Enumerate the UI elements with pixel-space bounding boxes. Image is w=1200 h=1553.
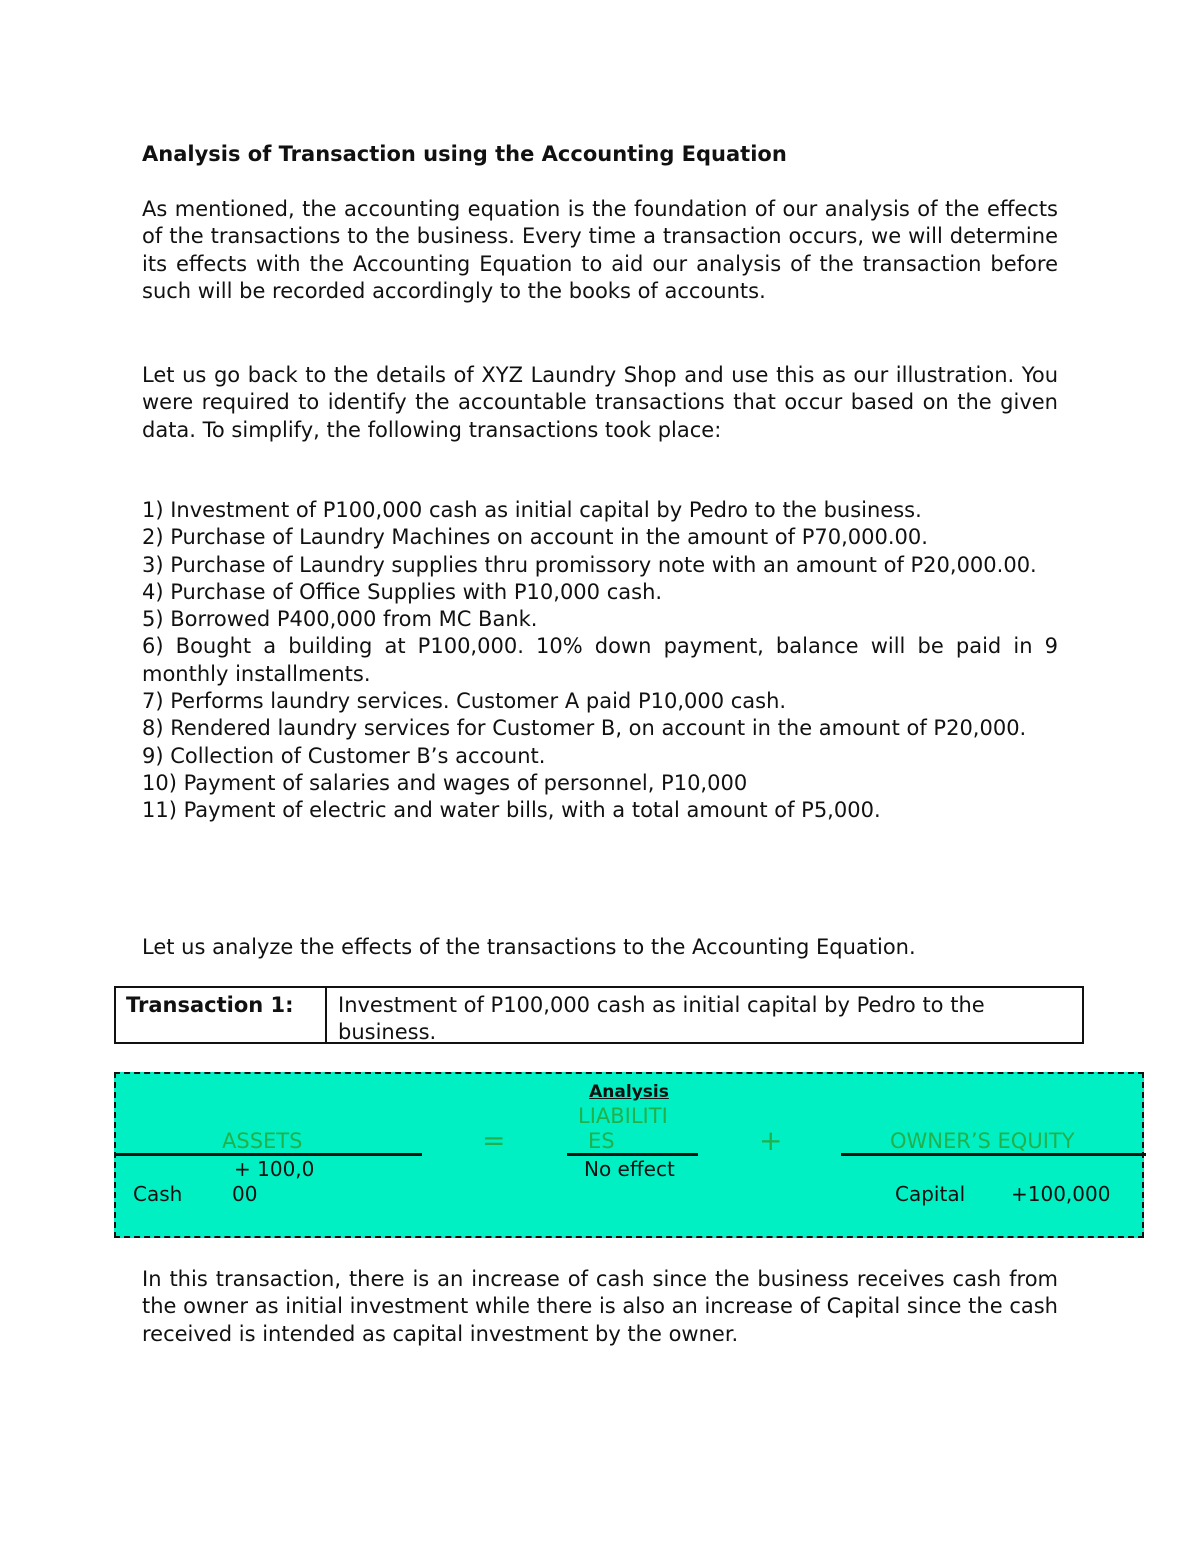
- document-title: Analysis of Transaction using the Accounting Equation: [142, 142, 787, 166]
- list-item: 4) Purchase of Office Supplies with P10,000 cash.: [142, 579, 663, 604]
- list-item: 2) Purchase of Laundry Machines on account in the amount of P70,000.00.: [142, 525, 928, 550]
- assets-rule: [116, 1153, 422, 1156]
- plus-sign: +: [759, 1124, 783, 1157]
- list-item: 3) Purchase of Laundry supplies thru promissory note with an amount of P20,000.00.: [142, 552, 1037, 577]
- liabilities-heading-line1: LIABILITI: [578, 1104, 668, 1128]
- list-item: 8) Rendered laundry services for Customer B, on account in the amount of P20,000.: [142, 716, 1027, 741]
- liabilities-value: No effect: [584, 1157, 675, 1181]
- intro-paragraph: As mentioned, the accounting equation is the foundation of our analysis of the effects of the transactions to the business. Every time a transaction occurs, we will determine its effects with the Accounting Equation to aid our analysis of the transaction before such will be recorded accordingly to the books of accounts.: [142, 197, 1058, 303]
- equity-amount: +100,000: [1011, 1182, 1111, 1206]
- assets-amount-line2: 00: [232, 1182, 258, 1206]
- context-paragraph: Let us go back to the details of XYZ Laundry Shop and use this as our illustration. You were required to identify the accountable transactions that occur based on the given data. To simplify, the following transactions took place:: [142, 363, 1058, 442]
- list-item: 9) Collection of Customer B’s account.: [142, 743, 546, 768]
- list-item: 10) Payment of salaries and wages of personnel, P10,000: [142, 770, 748, 795]
- transaction-list: [142, 497, 1058, 825]
- analysis-box: [114, 1072, 1144, 1238]
- liabilities-heading-line2: ES: [588, 1129, 615, 1153]
- equity-rule: [841, 1153, 1146, 1156]
- equity-heading: OWNER’S EQUITY: [890, 1129, 1075, 1153]
- liabilities-rule: [567, 1153, 698, 1156]
- analysis-title: Analysis: [589, 1082, 669, 1102]
- list-item: 6) Bought a building at P100,000. 10% down payment, balance will be paid in 9 monthly installments.: [142, 634, 1058, 686]
- assets-amount-line1: + 100,0: [234, 1157, 315, 1181]
- list-item: 7) Performs laundry services. Customer A paid P10,000 cash.: [142, 689, 787, 714]
- equals-sign: =: [482, 1124, 506, 1157]
- transaction-label: Transaction 1:: [116, 988, 327, 1042]
- assets-account: Cash: [133, 1182, 183, 1206]
- analyze-intro-text: Let us analyze the effects of the transactions to the Accounting Equation.: [142, 935, 916, 959]
- equity-account: Capital: [895, 1182, 966, 1206]
- transaction-description: Investment of P100,000 cash as initial capital by Pedro to the business.: [338, 993, 985, 1044]
- list-item: 1) Investment of P100,000 cash as initial capital by Pedro to the business.: [142, 498, 922, 522]
- explanation-paragraph: In this transaction, there is an increase of cash since the business receives cash from the owner as initial investment while there is also an increase of Capital since the cash received is intended as capital investment by the owner.: [142, 1267, 1058, 1346]
- assets-heading: ASSETS: [222, 1129, 303, 1153]
- list-item: 5) Borrowed P400,000 from MC Bank.: [142, 607, 538, 632]
- transaction-table: [114, 986, 1084, 1044]
- list-item: 11) Payment of electric and water bills, with a total amount of P5,000.: [142, 798, 881, 823]
